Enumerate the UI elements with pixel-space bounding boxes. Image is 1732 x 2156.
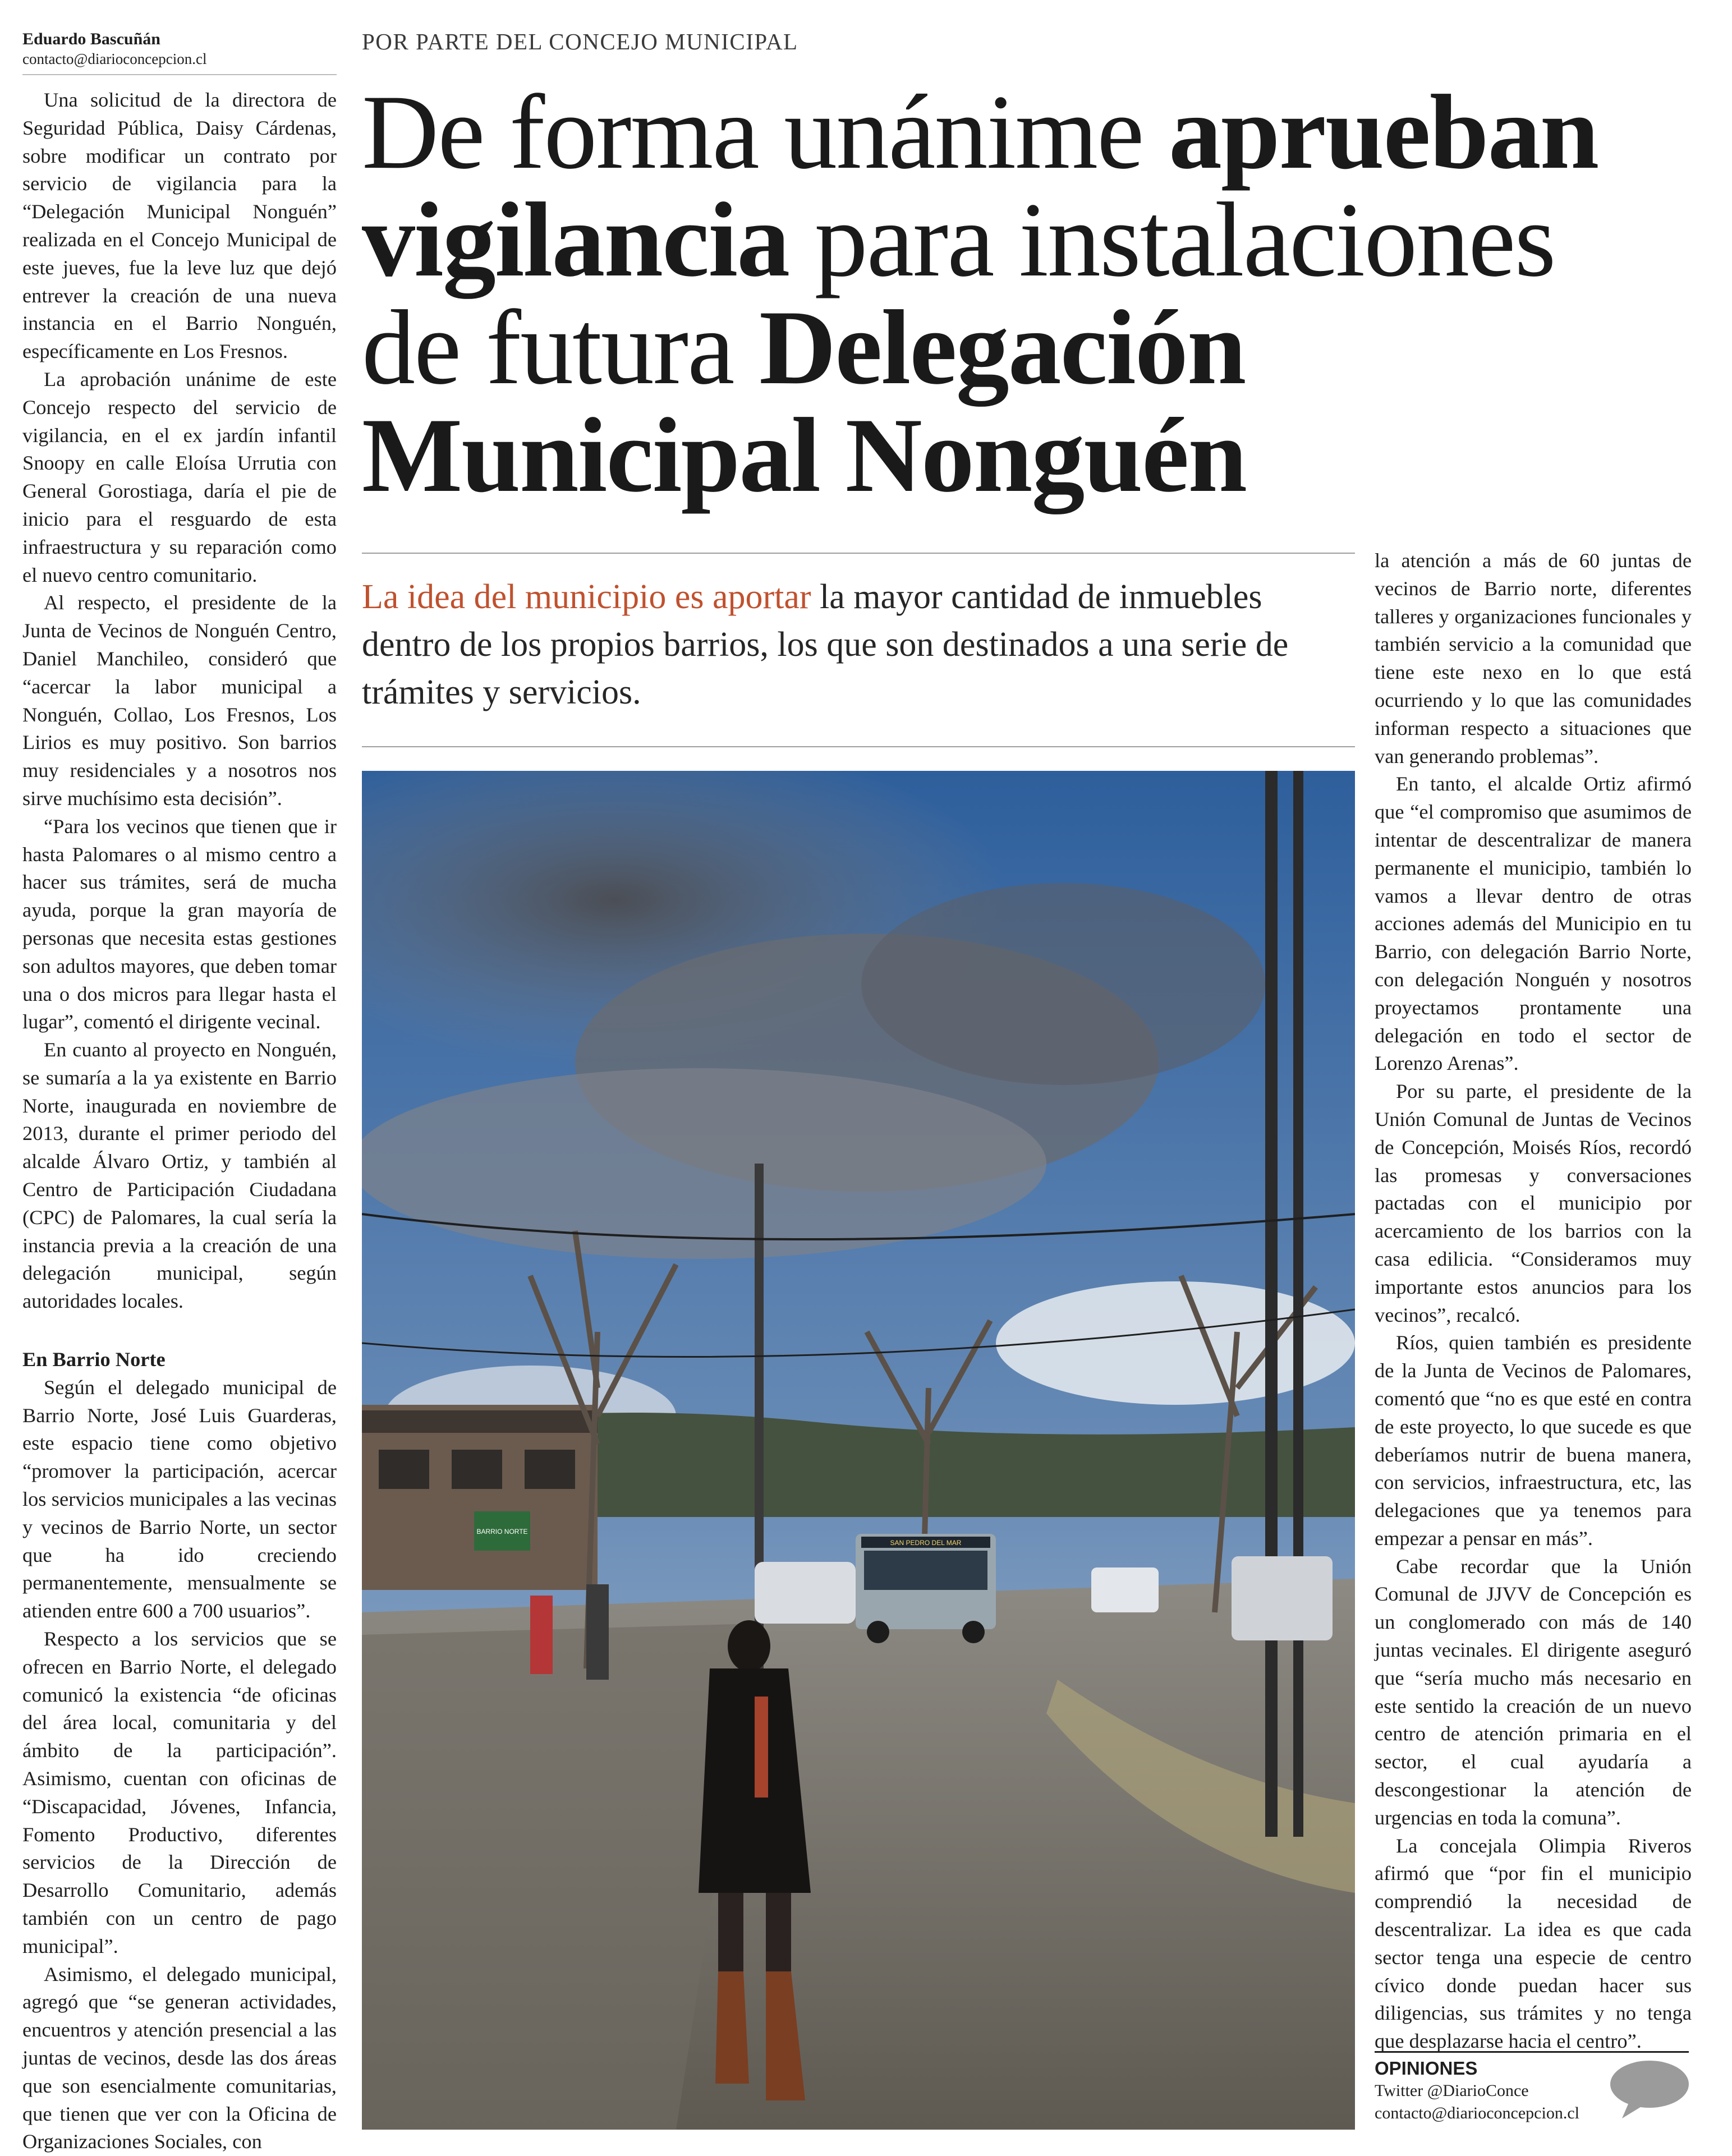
left-body — [22, 86, 337, 2156]
bus-destination-text: SAN PEDRO DEL MAR — [890, 1539, 962, 1547]
paragraph: Respecto a los servicios que se ofrecen en Barrio Norte, el delegado comunicó la existencia “de oficinas del área local, comunitaria y del ámbito de la participación”. Asimismo, cuentan con oficinas de “Discapacidad, Jóvenes, Infancia, Fomento Productivo, diferentes servicios de la Dirección de Desarrollo Comunitario, además también con un centro de pago municipal”. — [22, 1628, 337, 1957]
paragraph: Asimismo, el delegado municipal, agregó que “se generan actividades, encuentros y atención presencial a las juntas de vecinos, desde las dos áreas que son esencialmente comunitarias, que tienen que ver con la Oficina de Organizaciones Sociales, con — [22, 1962, 337, 2153]
byline-author: Eduardo Bascuñán — [22, 30, 160, 48]
opinions-twitter[interactable]: Twitter @DiarioConce — [1375, 2081, 1529, 2100]
paragraph: la atención a más de 60 juntas de vecinos de Barrio norte, diferentes talleres y organizaciones funcionales y también servicio a la comunidad que tiene este nexo en lo que está ocurriendo y lo que las comunidades informan respecto a situaciones que van generando problemas”. — [1375, 549, 1692, 767]
paragraph: Ríos, quien también es presidente de la Junta de Vecinos de Palomares, comentó que “no es que esté en contra de este proyecto, lo que sucede es que deberíamos nutrir de buena manera, con servicios, infraestructura, etc, las delegaciones que ya tenemos para empezar a pensar en más”. — [1375, 1331, 1692, 1550]
paragraph: En cuanto al proyecto en Nonguén, se sumaría a la ya existente en Barrio Norte, inaugurada en noviembre de 2013, durante el primer periodo del alcalde Álvaro Ortiz, y también al Centro de Participación Ciudadana (CPC) de Palomares, la cual sería la instancia previa a la creación de una delegación municipal, según autoridades locales. — [22, 1038, 337, 1313]
section-subhead: En Barrio Norte — [22, 1348, 166, 1371]
headline-part: De forma unánime — [362, 73, 1169, 191]
paragraph: La aprobación unánime de este Concejo respecto del servicio de vigilancia, en el ex jardín infantil Snoopy en calle Eloísa Urrutia con General Gorostiaga, daría el pie de inicio para el resguardo de esta infraestructura y su reparación como el nuevo centro comunitario. — [22, 367, 337, 586]
paragraph: Una solicitud de la directora de Seguridad Pública, Daisy Cárdenas, sobre modificar un contrato por servicio de vigilancia para la “Delegación Municipal Nonguén” realizada en el Concejo Municipal de este jueves, fue la leve luz que dejó entrever la creación de una nueva instancia en el Barrio Nonguén, específicamente en Los Fresnos. — [22, 89, 337, 363]
deck-top-rule — [362, 553, 1355, 554]
paragraph: Según el delegado municipal de Barrio Norte, José Luis Guarderas, este espacio tiene como objetivo “promover la participación, acercar los servicios municipales a las vecinas y vecinos de Barrio Norte, un sector que ha ido creciendo permanentemente, mensualmente se atienden entre 600 a 700 usuarios”. — [22, 1376, 337, 1622]
byline-divider — [22, 74, 337, 75]
right-column — [1375, 547, 1692, 2056]
deck — [362, 573, 1355, 716]
headline-bold: Delegación Municipal Nonguén — [362, 289, 1247, 514]
deck-accent: La idea del municipio es aportar — [362, 578, 811, 616]
street-sign-text: BARRIO NORTE — [476, 1528, 528, 1536]
speech-bubble-icon — [1607, 2059, 1692, 2121]
left-column — [22, 29, 337, 2156]
opinions-title: OPINIONES — [1375, 2058, 1478, 2079]
headline-bold: aprueban vigilancia — [362, 73, 1598, 299]
opinions-divider — [1375, 2051, 1689, 2053]
paragraph: “Para los vecinos que tienen que ir hasta Palomares o al mismo centro a hacer sus trámites, será de mucha ayuda, porque la gran mayoría de personas que necesita estas gestiones son adultos mayores, que deben tomar una o dos micros para llegar hasta el lugar”, comentó el dirigente vecinal. — [22, 815, 337, 1033]
deck-bottom-rule — [362, 746, 1355, 747]
kicker: POR PARTE DEL CONCEJO MUNICIPAL — [362, 29, 798, 54]
deck-text: la mayor cantidad de inmuebles dentro de los propios barrios, los que son destinados a una serie de trámites y servicios. — [362, 578, 1289, 711]
paragraph: La concejala Olimpia Riveros afirmó que “por fin el municipio comprendió la necesidad de descentralizar. La idea es que cada sector tenga una especie de centro cívico donde puedan hacer sus diligencias, sus trámites y no tenga que desplazarse hacia el centro”. — [1375, 1834, 1692, 2053]
headline-part: para instalaciones de futura — [362, 181, 1555, 407]
street-scene-image — [362, 771, 1355, 2130]
paragraph: Por su parte, el presidente de la Unión Comunal de Juntas de Vecinos de Concepción, Moisés Ríos, recordó las promesas y conversaciones pactadas con el municipio por acercamiento de los barrios con la casa edilicia. “Consideramos muy importante estos anuncios para los vecinos”, recalcó. — [1375, 1080, 1692, 1326]
opinions-email[interactable]: contacto@diarioconcepcion.cl — [1375, 2104, 1579, 2122]
headline — [362, 73, 1641, 514]
paragraph: Cabe recordar que la Unión Comunal de JJVV de Concepción es un conglomerado con más de 140 juntas vecinales. El dirigente aseguró que “sería mucho más necesario en este sentido la creación de un nuevo centro de atención primaria en el sector, el cual ayudaría a descongestionar la atención de urgencias en toda la comuna”. — [1375, 1555, 1692, 1829]
bus — [856, 1534, 996, 1643]
news-photo — [362, 771, 1355, 2130]
paragraph: Al respecto, el presidente de la Junta de Vecinos de Nonguén Centro, Daniel Manchileo, consideró que “acercar la labor municipal a Nonguén, Collao, Los Fresnos, Los Lirios es muy positivo. Son barrios muy residenciales y a nosotros nos sirve muchísimo esta decisión”. — [22, 591, 337, 810]
byline-email[interactable]: contacto@diarioconcepcion.cl — [22, 50, 207, 67]
paragraph: En tanto, el alcalde Ortiz afirmó que “el compromiso que asumimos de intentar de descentralizar de manera permanente el municipio, también lo vamos a llevar dentro de otras acciones además del Municipio en tu Barrio, con delegación Barrio Norte, con delegación Nonguén y nosotros proyectamos prontamente una delegación en todo el sector de Lorenzo Arenas”. — [1375, 773, 1692, 1075]
